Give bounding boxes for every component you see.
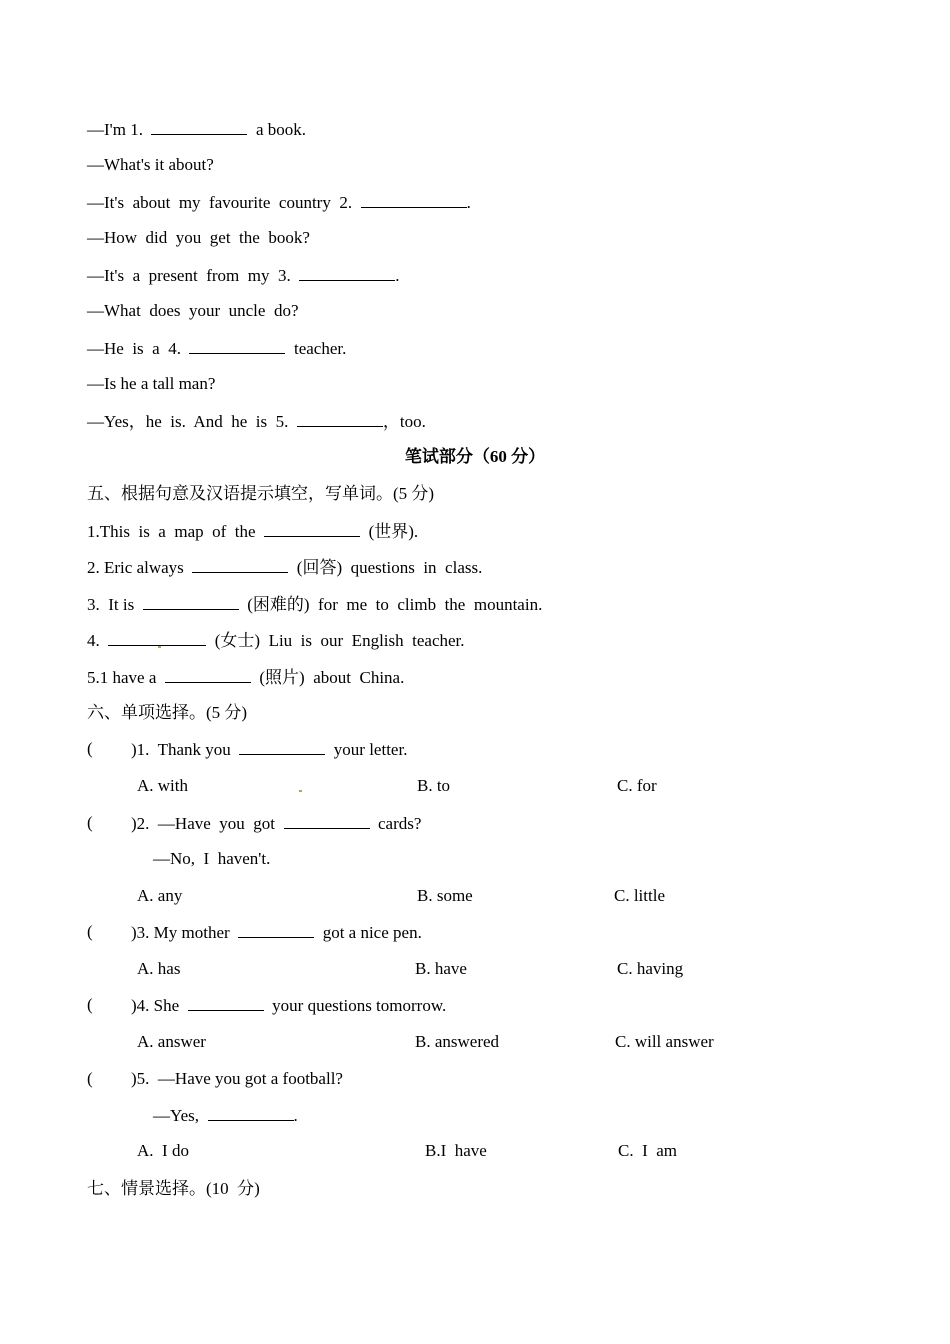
section5-item-3: 3. It is (困难的) for me to climb the mountain. — [87, 595, 543, 614]
section5-item-2: 2. Eric always (回答) questions in class. — [87, 558, 483, 577]
question-4-option-c[interactable]: C. will answer — [615, 1032, 714, 1051]
answer-blank[interactable] — [151, 119, 247, 135]
question-5-option-b[interactable]: B.I have — [425, 1141, 487, 1160]
dialogue-line-4: —How did you get the book? — [87, 228, 310, 247]
answer-paren[interactable]: ( — [87, 922, 93, 941]
question-4-option-b[interactable]: B. answered — [415, 1032, 500, 1051]
question-4-option-a[interactable]: A. answer — [137, 1032, 206, 1051]
dialogue-line-3: —It's about my favourite country 2. . — [87, 193, 471, 212]
answer-blank[interactable] — [188, 995, 264, 1011]
question-2-option-b[interactable]: B. some — [417, 886, 473, 905]
section5-item-1: 1.This is a map of the (世界). — [87, 522, 419, 541]
answer-blank[interactable] — [189, 338, 285, 354]
answer-paren[interactable]: ( — [87, 813, 93, 832]
dialogue-line-6: —What does your uncle do? — [87, 301, 299, 320]
answer-blank[interactable] — [238, 922, 314, 938]
question-5-option-a[interactable]: A. I do — [137, 1141, 189, 1160]
answer-blank[interactable] — [208, 1105, 294, 1121]
answer-blank[interactable] — [192, 557, 288, 573]
section5-title: 五、根据句意及汉语提示填空，写单词。(5 分) — [87, 484, 435, 503]
answer-blank[interactable] — [284, 813, 370, 829]
section6-title: 六、单项选择。(5 分) — [87, 703, 248, 722]
dialogue-line-5: —It's a present from my 3. . — [87, 266, 400, 285]
question-5-option-c[interactable]: C. I am — [618, 1141, 678, 1160]
question-1-option-a[interactable]: A. with — [137, 776, 188, 795]
written-part-title: 笔试部分（60 分） — [404, 447, 546, 466]
section5-item-4: 4. (女士) Liu is our English teacher. — [87, 631, 465, 650]
answer-blank[interactable] — [297, 411, 383, 427]
dialogue-line-1: —I'm 1. a book. — [87, 120, 306, 139]
answer-paren[interactable]: ( — [87, 1069, 93, 1088]
question-3-option-a[interactable]: A. has — [137, 959, 181, 978]
question-1-option-b[interactable]: B. to — [417, 776, 451, 795]
dialogue-line-7: —He is a 4. teacher. — [87, 339, 347, 358]
stray-mark — [158, 646, 161, 648]
dialogue-line-8: —Is he a tall man? — [87, 374, 216, 393]
section7-title: 七、情景选择。(10 分) — [87, 1179, 260, 1198]
question-2-option-a[interactable]: A. any — [137, 886, 183, 905]
question-5-followup: —Yes, . — [153, 1106, 298, 1125]
answer-paren[interactable]: ( — [87, 995, 93, 1014]
question-1-option-c[interactable]: C. for — [617, 776, 657, 795]
answer-blank[interactable] — [165, 667, 251, 683]
stray-mark — [299, 790, 302, 792]
answer-blank[interactable] — [299, 265, 395, 281]
question-4-stem: )4. She your questions tomorrow. — [131, 996, 447, 1015]
question-2-stem: )2. —Have you got cards? — [131, 814, 422, 833]
dialogue-line-2: —What's it about? — [87, 155, 214, 174]
question-3-option-c[interactable]: C. having — [617, 959, 684, 978]
answer-blank[interactable] — [108, 630, 206, 646]
section5-item-5: 5.1 have a (照片) about China. — [87, 668, 405, 687]
answer-blank[interactable] — [361, 192, 467, 208]
question-2-option-c[interactable]: C. little — [614, 886, 665, 905]
answer-blank[interactable] — [264, 521, 360, 537]
dialogue-line-9: —Yes，he is. And he is 5. ，too. — [87, 412, 426, 431]
answer-paren[interactable]: ( — [87, 739, 93, 758]
answer-blank[interactable] — [239, 739, 325, 755]
answer-blank[interactable] — [143, 594, 239, 610]
question-2-followup: —No, I haven't. — [153, 849, 271, 868]
question-3-option-b[interactable]: B. have — [415, 959, 467, 978]
question-3-stem: )3. My mother got a nice pen. — [131, 923, 422, 942]
question-5-stem: )5. —Have you got a football? — [131, 1069, 343, 1088]
question-1-stem: )1. Thank you your letter. — [131, 740, 408, 759]
